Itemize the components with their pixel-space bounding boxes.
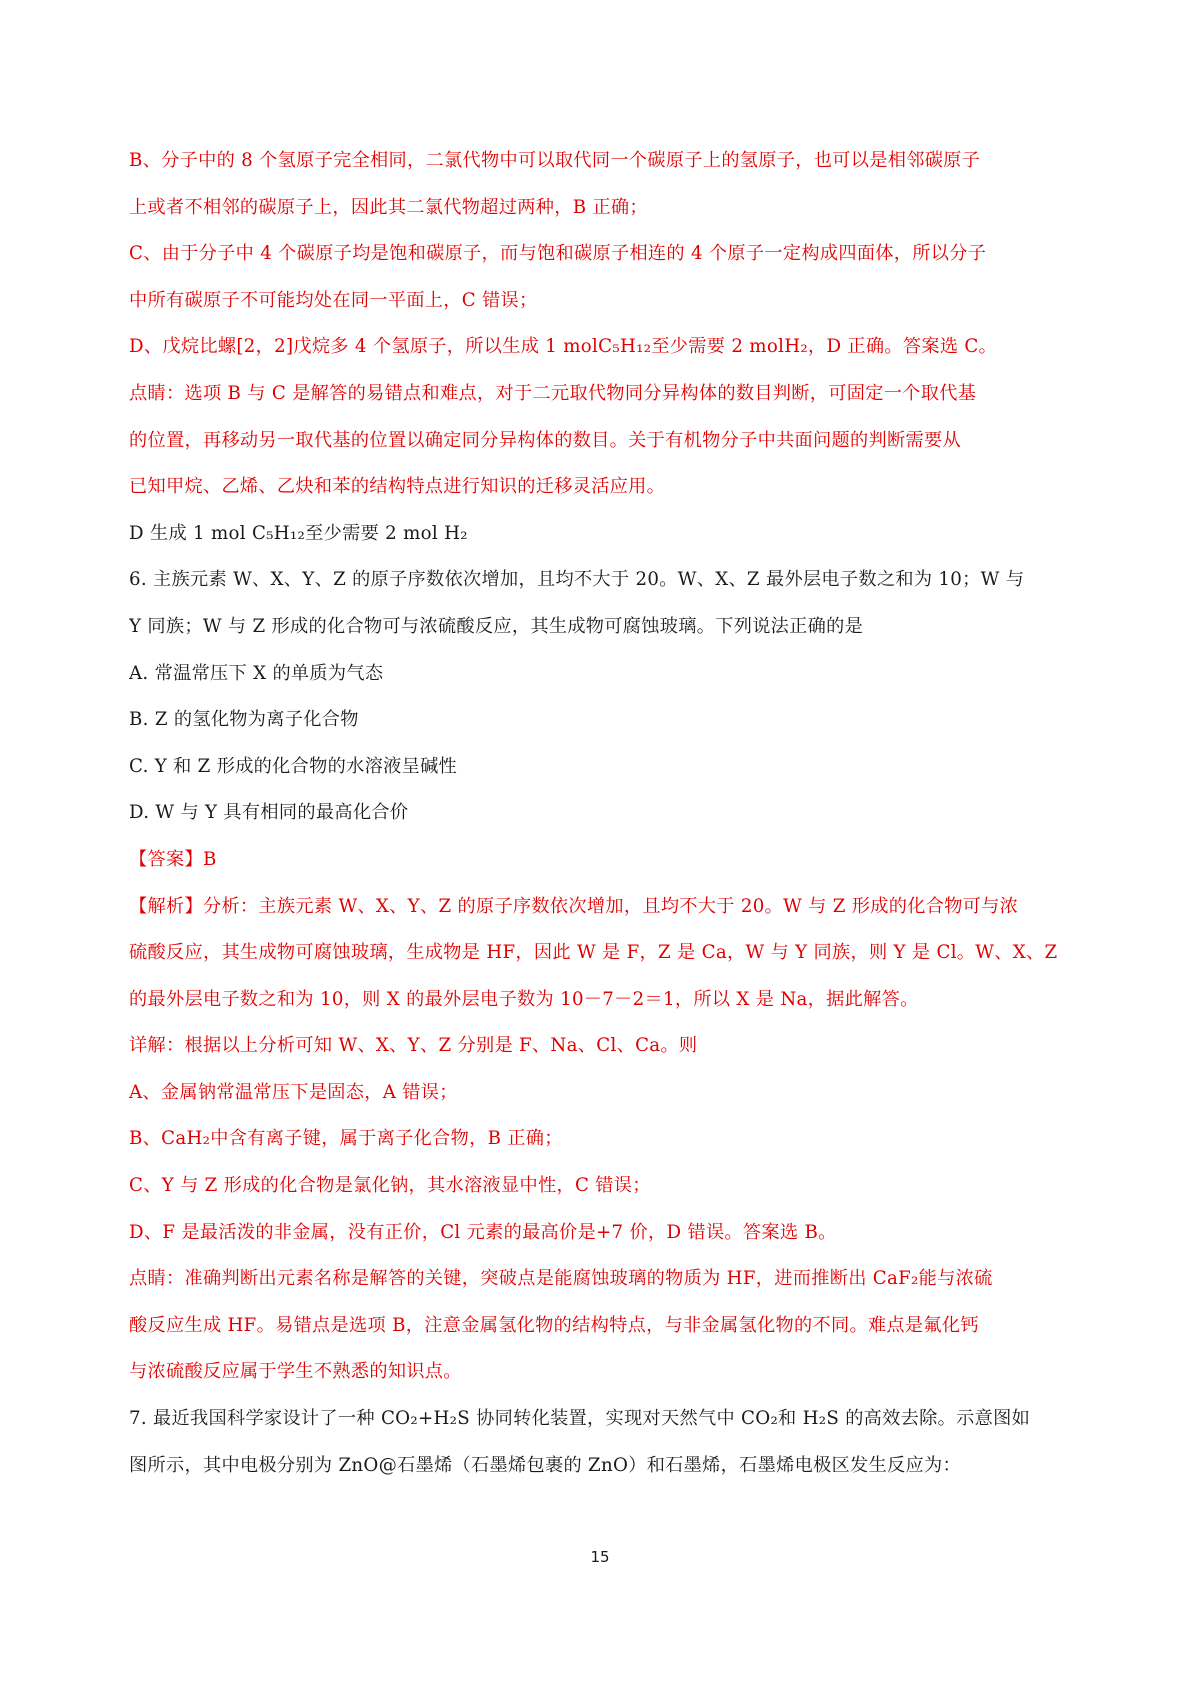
page-number: 15 bbox=[590, 1548, 610, 1566]
text-line: 点睛：选项 B 与 C 是解答的易错点和难点，对于二元取代物同分异构体的数目判断，可固定一个取代基 bbox=[129, 382, 977, 404]
text-line: 【答案】B bbox=[129, 848, 217, 870]
text-line: 已知甲烷、乙烯、乙炔和苯的结构特点进行知识的迁移灵活应用。 bbox=[129, 476, 666, 498]
text-line: 点睛：准确判断出元素名称是解答的关键，突破点是能腐蚀玻璃的物质为 HF，进而推断出 CaF₂能与浓硫 bbox=[129, 1268, 993, 1290]
text-line: C、由于分子中 4 个碳原子均是饱和碳原子，而与饱和碳原子相连的 4 个原子一定构成四面体，所以分子 bbox=[129, 243, 987, 265]
text-line: 的最外层电子数之和为 10，则 X 的最外层电子数为 10－7－2＝1，所以 X 是 Na，据此解答。 bbox=[129, 988, 919, 1010]
page-content bbox=[129, 146, 1089, 1497]
text-line: D 生成 1 mol C₅H₁₂至少需要 2 mol H₂ bbox=[129, 522, 468, 544]
text-line: B、CaH₂中含有离子键，属于离子化合物，B 正确； bbox=[129, 1128, 563, 1150]
text-line: A、金属钠常温常压下是固态，A 错误； bbox=[129, 1081, 458, 1103]
text-line: A. 常温常压下 X 的单质为气态 bbox=[129, 662, 384, 684]
text-line: D. W 与 Y 具有相同的最高化合价 bbox=[129, 802, 409, 824]
text-line: D、戊烷比螺[2，2]戊烷多 4 个氢原子，所以生成 1 molC₅H₁₂至少需要 2 molH₂，D 正确。答案选 C。 bbox=[129, 336, 998, 358]
text-line: 硫酸反应，其生成物可腐蚀玻璃，生成物是 HF，因此 W 是 F，Z 是 Ca，W 与 Y 同族，则 Y 是 Cl。W、X、Z bbox=[129, 942, 1058, 964]
text-line: 的位置，再移动另一取代基的位置以确定同分异构体的数目。关于有机物分子中共面问题的判断需要从 bbox=[129, 429, 961, 451]
text-line: 6. 主族元素 W、X、Y、Z 的原子序数依次增加，且均不大于 20。W、X、Z 最外层电子数之和为 10；W 与 bbox=[129, 569, 1025, 591]
text-line: 中所有碳原子不可能均处在同一平面上，C 错误； bbox=[129, 289, 538, 311]
text-line: Y 同族；W 与 Z 形成的化合物可与浓硫酸反应，其生成物可腐蚀玻璃。下列说法正确的是 bbox=[129, 615, 864, 637]
text-line: 图所示，其中电极分别为 ZnO@石墨烯（石墨烯包裹的 ZnO）和石墨烯，石墨烯电极区发生反应为： bbox=[129, 1454, 961, 1476]
text-line: 详解：根据以上分析可知 W、X、Y、Z 分别是 F、Na、Cl、Ca。则 bbox=[129, 1035, 698, 1057]
text-line: C、Y 与 Z 形成的化合物是氯化钠，其水溶液显中性，C 错误； bbox=[129, 1175, 651, 1197]
text-line: 7. 最近我国科学家设计了一种 CO₂+H₂S 协同转化装置，实现对天然气中 CO₂和 H₂S 的高效去除。示意图如 bbox=[129, 1408, 1031, 1430]
text-line: 上或者不相邻的碳原子上，因此其二氯代物超过两种，B 正确； bbox=[129, 196, 648, 218]
text-line: C. Y 和 Z 形成的化合物的水溶液呈碱性 bbox=[129, 755, 458, 777]
text-line: B、分子中的 8 个氢原子完全相同，二氯代物中可以取代同一个碳原子上的氢原子，也可以是相邻碳原子 bbox=[129, 150, 981, 171]
text-line: 【解析】分析：主族元素 W、X、Y、Z 的原子序数依次增加，且均不大于 20。W 与 Z 形成的化合物可与浓 bbox=[129, 895, 1019, 917]
text-line: 酸反应生成 HF。易错点是选项 B，注意金属氢化物的结构特点，与非金属氢化物的不同。难点是氟化钙 bbox=[129, 1314, 979, 1336]
text-line: D、F 是最活泼的非金属，没有正价，Cl 元素的最高价是+7 价，D 错误。答案选 B。 bbox=[129, 1221, 837, 1243]
text-line: B. Z 的氢化物为离子化合物 bbox=[129, 709, 359, 731]
text-line: 与浓硫酸反应属于学生不熟悉的知识点。 bbox=[129, 1361, 462, 1383]
